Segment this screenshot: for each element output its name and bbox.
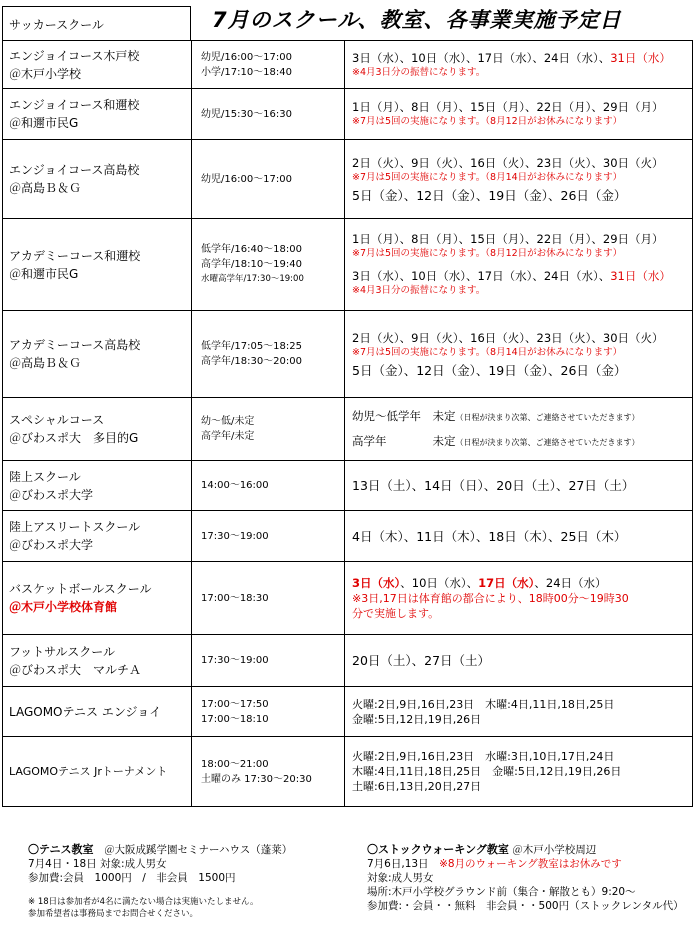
course-name: 陸上スクール ＠びわスポ大学: [3, 461, 192, 511]
course-name: エンジョイコース和邇校 ＠和邇市民G: [3, 89, 192, 140]
course-name: アカデミーコース高島校 ＠高島Ｂ＆Ｇ: [3, 311, 192, 398]
course-name: アカデミーコース和邇校 ＠和邇市民G: [3, 219, 192, 311]
course-dates: 13日（土）、14日（日）、20日（土）、27日（土）: [345, 461, 693, 511]
walking-dates: 7月6日,13日: [367, 858, 429, 870]
course-dates: 幼児～低学年 未定（日程が決まり次第、ご連絡させていただきます） 高学年 未定（日程が決まり次第、ご連絡させていただきます）: [345, 398, 693, 461]
course-name: フットサルスクール ＠びわスポ大 マルチＡ: [3, 635, 192, 687]
tennis-section: [28, 843, 368, 920]
table-row: [3, 562, 693, 635]
course-time: 17:00～18:30: [192, 562, 345, 635]
table-row: [3, 461, 693, 511]
tennis-note: ※ 18日は参加者が4名に満たない場合は実施いたしません。: [28, 897, 259, 907]
walking-target: 対象:成人男女: [367, 872, 434, 884]
course-time: 18:00～21:00 土曜のみ 17:30～20:30: [192, 737, 345, 807]
course-time: 17:30～19:00: [192, 635, 345, 687]
tennis-dates: 7月4日・18日 対象:成人男女: [28, 858, 167, 870]
course-dates: 2日（火）、9日（火）、16日（火）、23日（火）、30日（火） ※7月は5回の実施になります。（8月14日がお休みになります） 5日（金）、12日（金）、19日（金）、26日（金）: [345, 311, 693, 398]
tennis-note-2: 参加希望者は事務局までお問合せください。: [28, 909, 199, 919]
page-title: 7月のスクール、教室、各事業実施予定日: [212, 8, 622, 32]
course-time: 幼児/15:30～16:30: [192, 89, 345, 140]
course-name: スペシャルコース ＠びわスポ大 多目的G: [3, 398, 192, 461]
walking-notice: ※8月のウォーキング教室はお休みです: [439, 858, 622, 870]
course-time: 幼児/16:00～17:00: [192, 140, 345, 219]
walking-section: [367, 843, 697, 913]
course-dates: 火曜:2日,9日,16日,23日 水曜:3日,10日,17日,24日 木曜:4日,11日,18日,25日 金曜:5日,12日,19日,26日 土曜:6日,13日,20日,27日: [345, 737, 693, 807]
walking-title: 〇ストックウォーキング教室: [367, 843, 509, 856]
course-dates: 3日（水）、10日（水）、17日（水）、24日（水）、31日（水） ※4月3日分の振替になります。: [345, 41, 693, 89]
course-name: LAGOMOテニス Jrトーナメント: [3, 737, 192, 807]
tennis-title: 〇テニス教室: [28, 843, 94, 856]
walking-place-detail: 場所:木戸小学校グラウンド前（集合・解散とも）9:20～: [367, 886, 636, 898]
table-row: [3, 41, 693, 89]
course-time: 低学年/16:40～18:00 高学年/18:10～19:40 水曜高学年/17:30～19:00: [192, 219, 345, 311]
course-time: 幼～低/未定 高学年/未定: [192, 398, 345, 461]
course-dates: 2日（火）、9日（火）、16日（火）、23日（火）、30日（火） ※7月は5回の実施になります。（8月14日がお休みになります） 5日（金）、12日（金）、19日（金）、26日（金）: [345, 140, 693, 219]
table-row: [3, 398, 693, 461]
course-dates: 4日（木）、11日（木）、18日（木）、25日（木）: [345, 511, 693, 562]
course-dates: 3日（水）、10日（水）、17日（水）、24日（水） ※3日,17日は体育館の都合により、18時00分～19時30 分で実施します。: [345, 562, 693, 635]
walking-fee: 参加費:・会員・・無料 非会員・・500円（ストックレンタル代）: [367, 900, 684, 912]
course-time: 14:00～16:00: [192, 461, 345, 511]
course-time: 17:00～17:50 17:00～18:10: [192, 687, 345, 737]
course-time: 低学年/17:05～18:25 高学年/18:30～20:00: [192, 311, 345, 398]
course-name: バスケットボールスクール ＠木戸小学校体育館: [3, 562, 192, 635]
course-dates: 火曜:2日,9日,16日,23日 木曜:4日,11日,18日,25日 金曜:5日,12日,19日,26日: [345, 687, 693, 737]
table-row: [3, 219, 693, 311]
table-row: [3, 89, 693, 140]
course-dates: 1日（月）、8日（月）、15日（月）、22日（月）、29日（月） ※7月は5回の実施になります。（8月12日がお休みになります）: [345, 89, 693, 140]
walking-place: ＠木戸小学校周辺: [512, 844, 597, 856]
table-row: [3, 687, 693, 737]
table-row: [3, 311, 693, 398]
soccer-school-label: サッカースクール: [2, 6, 191, 40]
course-name: 陸上アスリートスクール ＠びわスポ大学: [3, 511, 192, 562]
table-row: [3, 140, 693, 219]
course-name: エンジョイコース高島校 ＠高島Ｂ＆Ｇ: [3, 140, 192, 219]
tennis-fee: 参加費:会員 1000円 / 非会員 1500円: [28, 872, 236, 884]
course-name: LAGOMOテニス エンジョイ: [3, 687, 192, 737]
table-row: [3, 737, 693, 807]
schedule-table: [2, 40, 693, 807]
course-name: エンジョイコース木戸校 ＠木戸小学校: [3, 41, 192, 89]
course-dates: 1日（月）、8日（月）、15日（月）、22日（月）、29日（月） ※7月は5回の実施になります。（8月12日がお休みになります） 3日（水）、10日（水）、17日（水）、24日（水）、31日（水） ※4月3日分の振替になります。: [345, 219, 693, 311]
course-time: 幼児/16:00～17:00 小学/17:10～18:40: [192, 41, 345, 89]
table-row: [3, 635, 693, 687]
tennis-place: ＠大阪成蹊学園セミナーハウス（蓬莱）: [104, 844, 293, 856]
course-dates: 20日（土）、27日（土）: [345, 635, 693, 687]
course-time: 17:30～19:00: [192, 511, 345, 562]
table-row: [3, 511, 693, 562]
